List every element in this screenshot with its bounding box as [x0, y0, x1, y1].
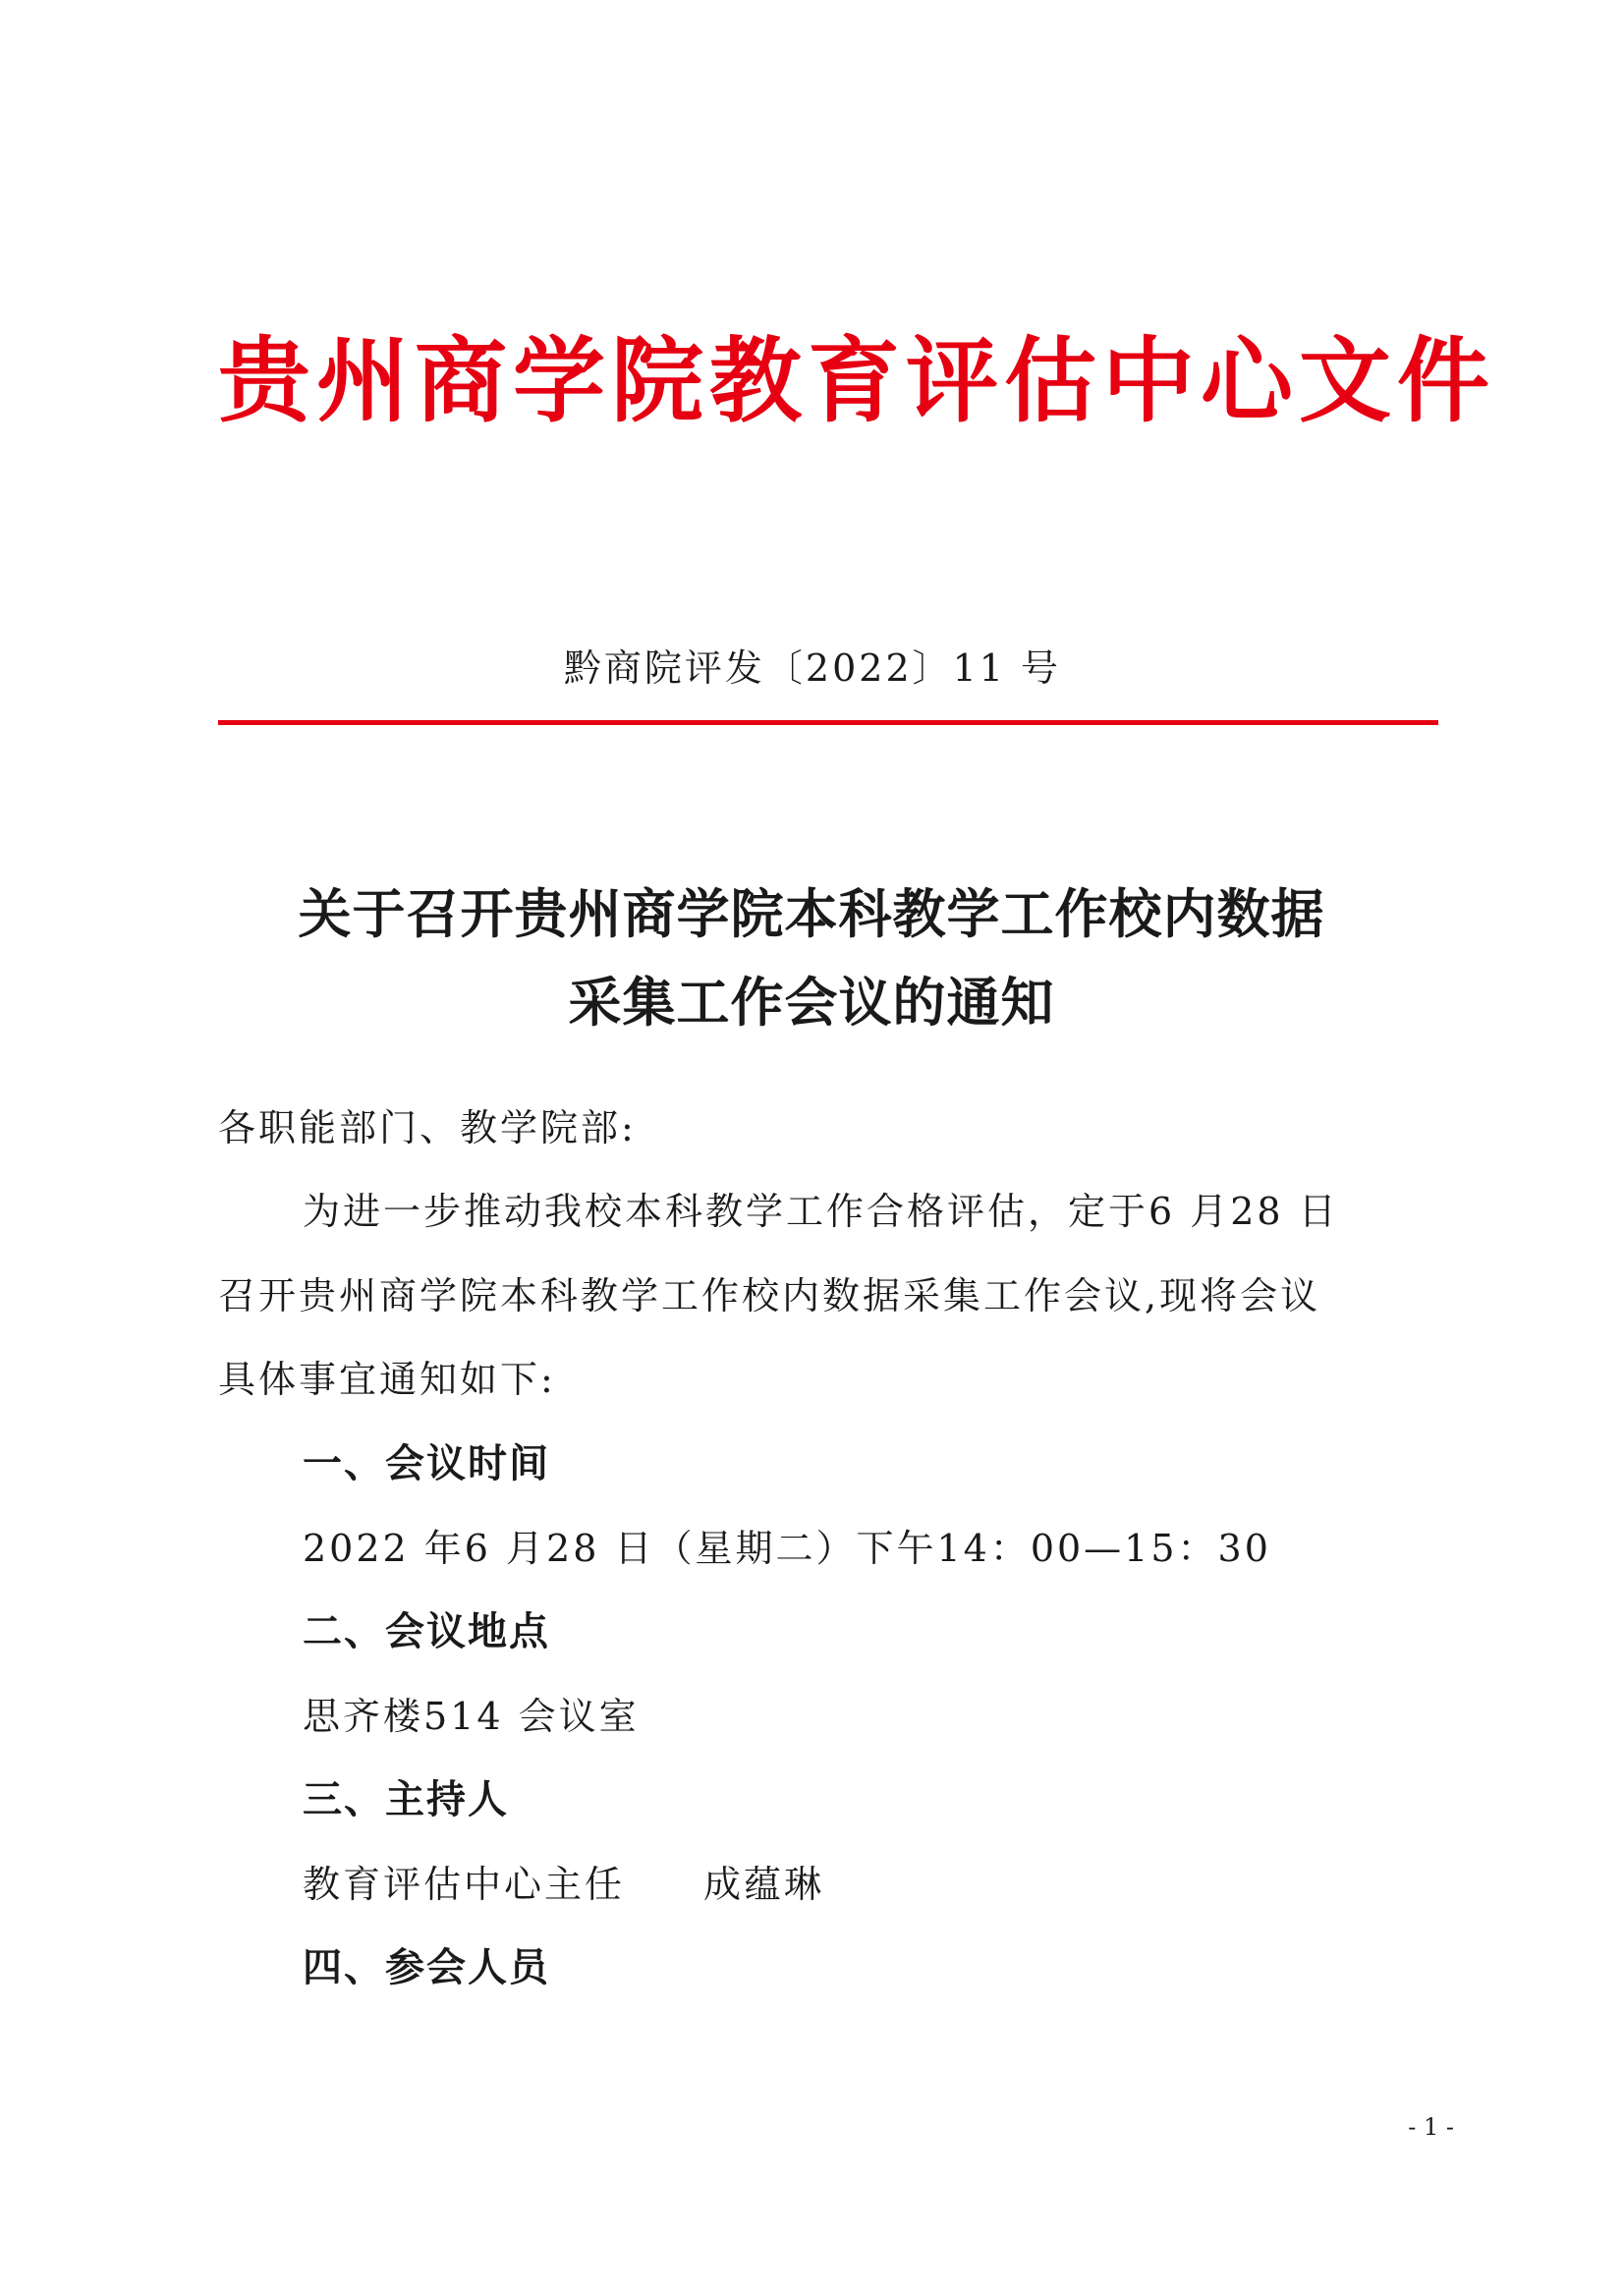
intro-line-1: 为进一步推动我校本科教学工作合格评估，定于6 月28 日: [303, 1190, 1339, 1233]
section-heading-attendees: 四、参会人员: [303, 1945, 550, 1990]
notice-title-line-2: 采集工作会议的通知: [568, 971, 1055, 1034]
notice-title-line-1: 关于召开贵州商学院本科教学工作校内数据: [298, 882, 1325, 945]
meeting-time-value: 2022 年6 月28 日（星期二）下午14：00—15：30: [303, 1527, 1271, 1570]
intro-line-2: 召开贵州商学院本科教学工作校内数据采集工作会议,现将会议: [218, 1274, 1321, 1317]
salutation: 各职能部门、教学院部:: [218, 1106, 637, 1149]
meeting-location-value: 思齐楼514 会议室: [303, 1695, 640, 1738]
red-separator-line: [218, 720, 1438, 725]
host-name: 成蕴琳: [703, 1863, 825, 1906]
section-heading-host: 三、主持人: [303, 1777, 509, 1822]
page-number: - 1 -: [1408, 2113, 1454, 2141]
section-heading-meeting-time: 一、会议时间: [303, 1441, 550, 1486]
host-value: [303, 1855, 824, 1914]
intro-line-3: 具体事宜通知如下:: [218, 1358, 556, 1401]
notice-title: [196, 869, 1427, 1046]
section-heading-meeting-location: 二、会议地点: [303, 1609, 550, 1654]
document-header-title: 贵州商学院教育评估中心文件: [218, 327, 1496, 435]
document-number: 黔商院评发〔2022〕11 号: [563, 646, 1062, 690]
host-role: 教育评估中心主任: [303, 1863, 626, 1906]
